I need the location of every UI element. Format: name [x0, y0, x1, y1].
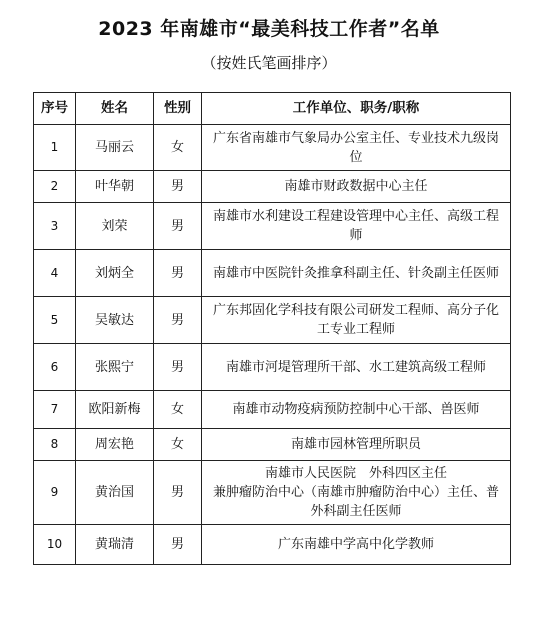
cell-no: 4: [34, 250, 76, 297]
cell-gender: 男: [154, 344, 202, 391]
table-row: [34, 203, 511, 250]
table-row: [34, 171, 511, 203]
cell-name: 张熙宁: [76, 344, 154, 391]
table-row: [34, 391, 511, 429]
cell-info: 广东省南雄市气象局办公室主任、专业技术九级岗位: [202, 125, 511, 171]
cell-no: 7: [34, 391, 76, 429]
cell-info: 南雄市园林管理所职员: [202, 429, 511, 461]
table-row: [34, 344, 511, 391]
cell-no: 5: [34, 297, 76, 344]
cell-info: 南雄市动物疫病预防控制中心干部、兽医师: [202, 391, 511, 429]
table-row: [34, 461, 511, 525]
cell-gender: 女: [154, 125, 202, 171]
page-title: 2023 年南雄市“最美科技工作者”名单: [98, 18, 440, 40]
cell-name: 刘荣: [76, 203, 154, 250]
header-gender: 性别: [154, 93, 202, 125]
header-info: 工作单位、职务/职称: [202, 93, 511, 125]
cell-gender: 男: [154, 297, 202, 344]
cell-gender: 男: [154, 171, 202, 203]
cell-name: 欧阳新梅: [76, 391, 154, 429]
cell-gender: 男: [154, 203, 202, 250]
cell-no: 8: [34, 429, 76, 461]
cell-name: 黄瑞清: [76, 525, 154, 565]
cell-name: 吴敏达: [76, 297, 154, 344]
cell-info: 南雄市财政数据中心主任: [202, 171, 511, 203]
cell-gender: 女: [154, 391, 202, 429]
cell-info: 广东南雄中学高中化学教师: [202, 525, 511, 565]
table-row: [34, 297, 511, 344]
table-row: [34, 525, 511, 565]
cell-name: 马丽云: [76, 125, 154, 171]
cell-no: 3: [34, 203, 76, 250]
cell-info: 南雄市人民医院 外科四区主任 兼肿瘤防治中心（南雄市肿瘤防治中心）主任、普外科副主任医师: [202, 461, 511, 525]
table-row: [34, 250, 511, 297]
cell-name: 周宏艳: [76, 429, 154, 461]
cell-name: 叶华朝: [76, 171, 154, 203]
cell-name: 刘炳全: [76, 250, 154, 297]
cell-info: 南雄市中医院针灸推拿科副主任、针灸副主任医师: [202, 250, 511, 297]
cell-no: 1: [34, 125, 76, 171]
table-header-row: [34, 93, 511, 125]
page-subtitle: （按姓氏笔画排序）: [201, 54, 337, 72]
table-row: [34, 429, 511, 461]
honoree-table: [33, 92, 511, 565]
header-name: 姓名: [76, 93, 154, 125]
cell-gender: 男: [154, 525, 202, 565]
cell-no: 10: [34, 525, 76, 565]
cell-no: 9: [34, 461, 76, 525]
cell-no: 2: [34, 171, 76, 203]
cell-no: 6: [34, 344, 76, 391]
cell-info: 南雄市河堤管理所干部、水工建筑高级工程师: [202, 344, 511, 391]
table-row: [34, 125, 511, 171]
cell-gender: 女: [154, 429, 202, 461]
cell-gender: 男: [154, 461, 202, 525]
cell-info: 南雄市水利建设工程建设管理中心主任、高级工程师: [202, 203, 511, 250]
cell-gender: 男: [154, 250, 202, 297]
header-no: 序号: [34, 93, 76, 125]
cell-name: 黄治国: [76, 461, 154, 525]
cell-info: 广东邦固化学科技有限公司研发工程师、高分子化工专业工程师: [202, 297, 511, 344]
